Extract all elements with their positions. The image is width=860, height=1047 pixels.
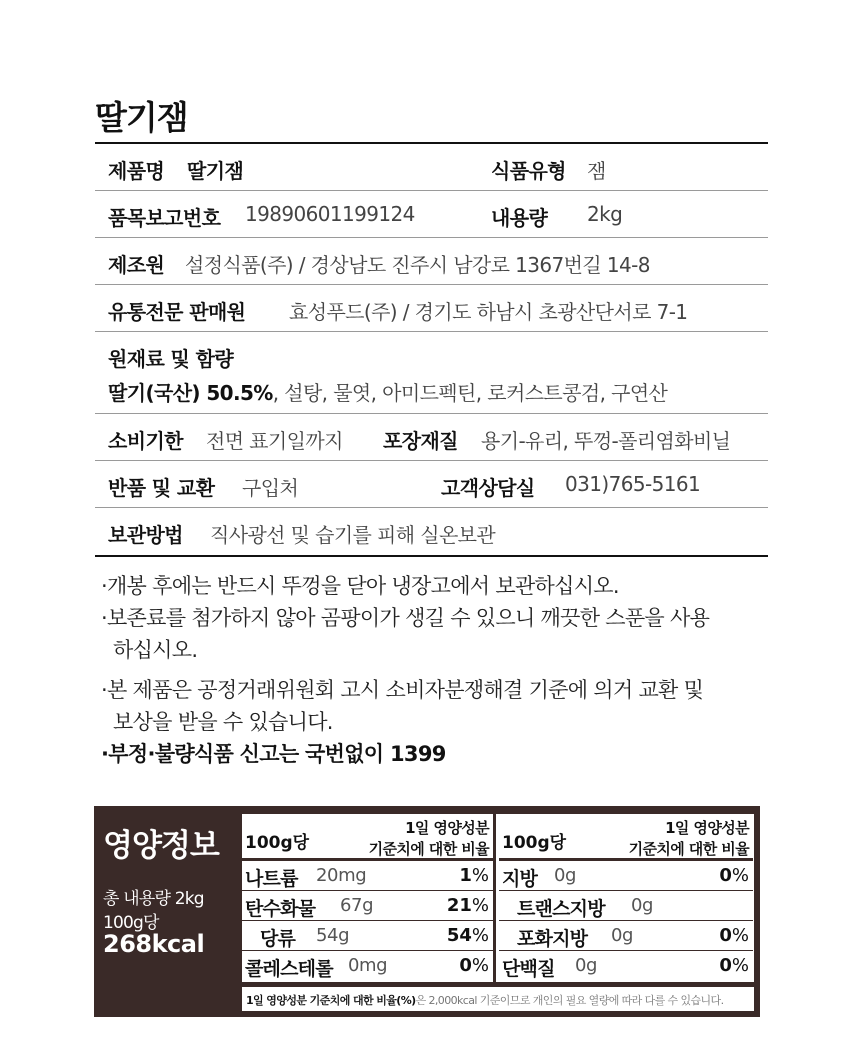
nutrient-row-sat-fat: [499, 921, 753, 951]
caution-notes: [101, 570, 781, 770]
net-weight-label: 내용량: [491, 206, 548, 230]
page-title: 딸기잼: [95, 98, 188, 137]
nutrient-amount: 67g: [340, 895, 374, 916]
packaging-value: 용기-유리, 뚜껑-폴리염화비닐: [481, 429, 731, 453]
nutrient-amount: 0g: [631, 895, 654, 916]
nutrient-name: 포화지방: [517, 928, 588, 950]
nutrition-total: 총 내용량 2kg: [103, 889, 204, 909]
expiry-value: 전면 표기일까지: [206, 429, 343, 453]
report-no-value: 19890601199124: [245, 202, 415, 226]
note-report: ·부정·불량식품 신고는 국번없이 1399: [101, 742, 446, 766]
spec-row-storage: [95, 508, 768, 555]
customer-service-value: 031)765-5161: [565, 472, 701, 496]
seller-value: 효성푸드(주) / 경기도 하남시 초광산단서로 7-1: [289, 300, 688, 324]
maker-label: 제조원: [108, 253, 165, 277]
expiry-label: 소비기한: [108, 429, 183, 453]
nutrition-facts-panel: [94, 806, 760, 1017]
nutrient-amount: 20mg: [316, 865, 367, 886]
spec-row-product: [95, 144, 768, 191]
spec-row-report: [95, 191, 768, 238]
col-ratio-label-2: 기준치에 대한 비율: [368, 840, 489, 858]
nutrient-row-sugars: [242, 921, 493, 951]
nutrition-col-right: [499, 814, 753, 982]
storage-value: 직사광선 및 습기를 피해 실온보관: [210, 523, 496, 547]
nutrition-table: [242, 814, 754, 982]
product-spec-table: [95, 142, 768, 557]
nutrient-amount: 0g: [554, 865, 577, 886]
nutrient-row-trans-fat: [499, 891, 753, 921]
nutrition-col-left: [242, 814, 496, 982]
nutrient-name: 콜레스테롤: [245, 958, 333, 980]
food-type-value: 잼: [587, 159, 606, 183]
ingredients-rest: , 설탕, 물엿, 아미드펙틴, 로커스트콩검, 구연산: [272, 381, 668, 405]
nutrition-col-header: [499, 814, 753, 861]
storage-label: 보관방법: [108, 523, 183, 547]
ingredients-main: 딸기(국산) 50.5%: [108, 381, 273, 405]
nutrient-amount: 0mg: [348, 955, 388, 976]
nutrition-per: 100g당: [103, 913, 159, 933]
food-type-label: 식품유형: [491, 159, 566, 183]
nutrient-row-fat: [499, 861, 753, 891]
nutrient-name: 트랜스지방: [517, 898, 605, 920]
nutrient-percent: 0%: [719, 925, 749, 946]
note-exchange: ·본 제품은 공정거래위원회 고시 소비자분쟁해결 기준에 의거 교환 및: [101, 678, 704, 702]
spec-row-ingredients: [95, 332, 768, 414]
note-preservative-cont: 하십시오.: [113, 638, 198, 662]
ingredients-label: 원재료 및 함량: [108, 347, 234, 371]
nutrient-row-cholesterol: [242, 951, 493, 981]
nutrient-amount: 54g: [316, 925, 350, 946]
return-label: 반품 및 교환: [108, 476, 215, 500]
nutrient-name: 나트륨: [245, 868, 298, 890]
col-ratio-label-2: 기준치에 대한 비율: [628, 840, 749, 858]
nutrient-row-sodium: [242, 861, 493, 891]
nutrient-name: 당류: [260, 928, 296, 950]
spec-row-expiry: [95, 414, 768, 461]
maker-value: 설정식품(주) / 경상남도 진주시 남강로 1367번길 14-8: [185, 253, 650, 277]
net-weight-value: 2kg: [587, 202, 623, 226]
nutrient-row-carbs: [242, 891, 493, 921]
nutrition-col-header: [242, 814, 493, 861]
col-ratio-label-1: 1일 영양성분: [405, 819, 489, 837]
nutrient-name: 단백질: [502, 958, 555, 980]
return-value: 구입처: [242, 476, 299, 500]
nutrition-heading: 영양정보: [103, 828, 219, 864]
col-per-label: 100g당: [245, 833, 310, 853]
nutrient-percent: 0%: [719, 865, 749, 886]
nutrition-kcal: 268kcal: [103, 930, 205, 958]
nutrient-percent: 0%: [719, 955, 749, 976]
nutrient-percent: 1%: [459, 865, 489, 886]
product-name-value: 딸기잼: [187, 159, 244, 183]
report-no-label: 품목보고번호: [108, 206, 221, 230]
note-exchange-cont: 보상을 받을 수 있습니다.: [113, 710, 333, 734]
spec-row-return: [95, 461, 768, 508]
product-name-label: 제품명: [108, 159, 165, 183]
nutrient-amount: 0g: [611, 925, 634, 946]
seller-label: 유통전문 판매원: [108, 300, 246, 324]
spec-row-maker: [95, 238, 768, 285]
spec-row-seller: [95, 285, 768, 332]
nutrient-percent: 21%: [446, 895, 489, 916]
nutrient-amount: 0g: [575, 955, 598, 976]
col-per-label: 100g당: [502, 833, 567, 853]
packaging-label: 포장재질: [383, 429, 458, 453]
ingredients-value: [108, 377, 667, 406]
nutrient-name: 탄수화물: [245, 898, 316, 920]
customer-service-label: 고객상담실: [441, 476, 535, 500]
nutrient-name: 지방: [502, 868, 538, 890]
nutrition-footnote: [242, 987, 754, 1011]
col-ratio-label-1: 1일 영양성분: [665, 819, 749, 837]
note-refrigerate: ·개봉 후에는 반드시 뚜껑을 닫아 냉장고에서 보관하십시오.: [101, 574, 619, 598]
note-preservative: ·보존료를 첨가하지 않아 곰팡이가 생길 수 있으니 깨끗한 스푼을 사용: [101, 606, 710, 630]
nutrient-percent: 54%: [446, 925, 489, 946]
footnote-bold: 1일 영양성분 기준치에 대한 비율(%): [246, 994, 416, 1007]
nutrient-row-protein: [499, 951, 753, 981]
footnote-rest: 은 2,000kcal 기준이므로 개인의 필요 열량에 따라 다를 수 있습니다.: [415, 994, 724, 1007]
nutrient-percent: 0%: [459, 955, 489, 976]
